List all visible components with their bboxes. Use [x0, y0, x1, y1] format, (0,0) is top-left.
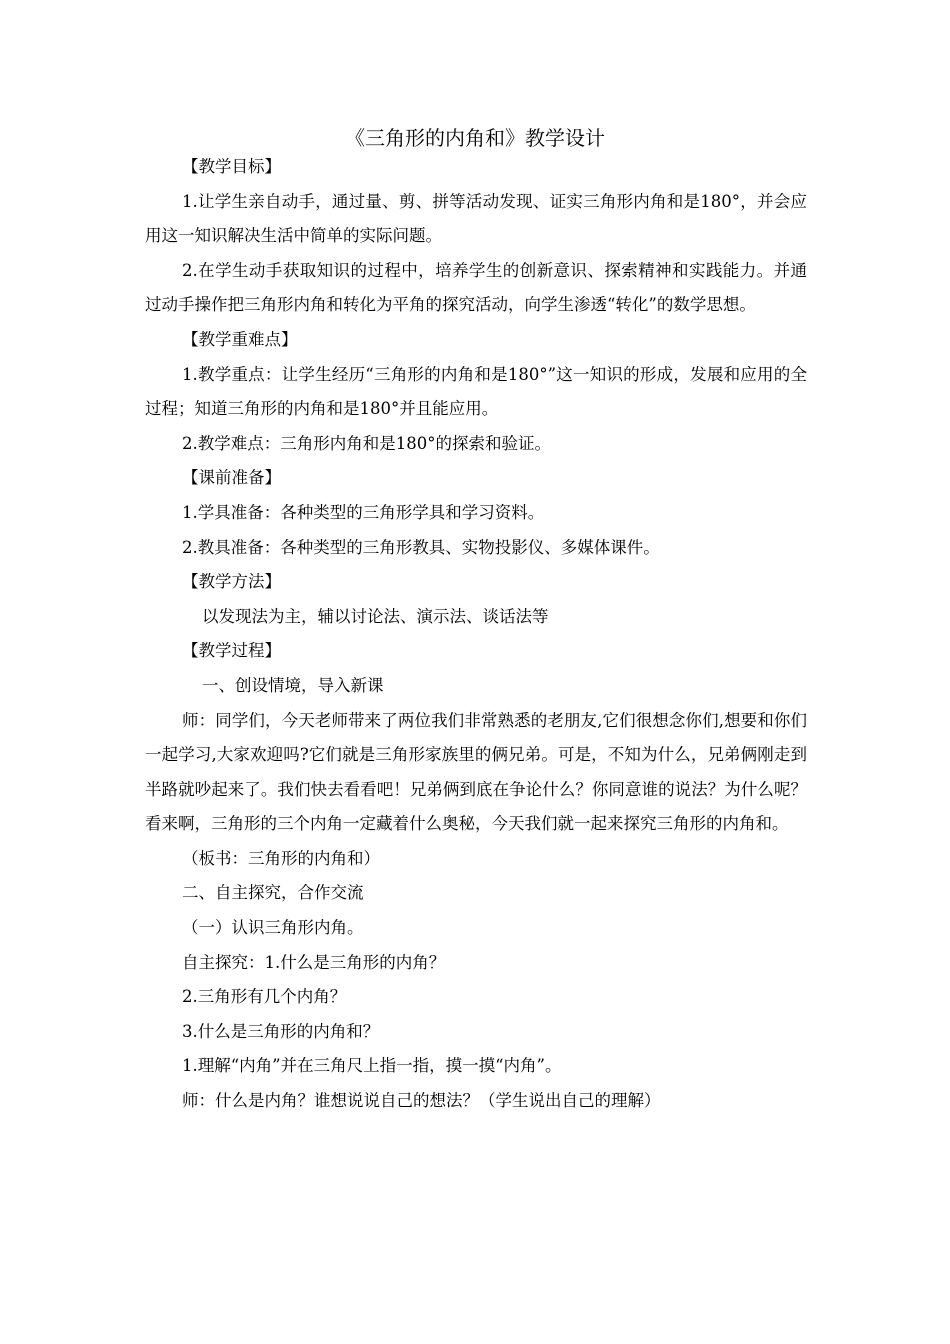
preparation-item-1: 1.学具准备：各种类型的三角形学具和学习资料。 — [182, 502, 545, 522]
sub-part-1-heading: （一）认识三角形内角。 — [182, 918, 364, 938]
board-note: （板书：三角形的内角和） — [182, 848, 380, 868]
preparation-heading: 【课前准备】 — [182, 468, 281, 488]
process-part-2-heading: 二、自主探究，合作交流 — [182, 883, 364, 903]
key-points-heading: 【教学重难点】 — [182, 329, 298, 349]
objective-item-1: 1.让学生亲自动手，通过量、剪、拼等活动发现、证实三角形内角和是180°，并会应用这一知识解决生活中简单的实际问题。 — [145, 191, 807, 246]
process-part-1-heading: 一、创设情境，导入新课 — [202, 675, 384, 695]
document-title: 《三角形的内角和》教学设计 — [345, 126, 605, 150]
methods-text: 以发现法为主，辅以讨论法、演示法、谈话法等 — [202, 606, 549, 626]
key-point-item-2: 2.教学难点：三角形内角和是180°的探索和验证。 — [182, 433, 551, 453]
process-heading: 【教学过程】 — [182, 641, 281, 661]
methods-heading: 【教学方法】 — [182, 572, 281, 592]
key-point-item-1: 1.教学重点：让学生经历“三角形的内角和是180°”这一知识的形成，发展和应用的全过程；知道三角形的内角和是180°并且能应用。 — [145, 364, 807, 419]
inquiry-question-1: 自主探究：1.什么是三角形的内角？ — [182, 952, 446, 972]
teacher-question: 师：什么是内角？谁想说说自己的想法？（学生说出自己的理解） — [182, 1091, 661, 1111]
preparation-item-2: 2.教具准备：各种类型的三角形教具、实物投影仪、多媒体课件。 — [182, 537, 660, 557]
understand-inner-angle: 1.理解“内角”并在三角尺上指一指，摸一摸“内角”。 — [182, 1056, 562, 1076]
objective-item-2: 2.在学生动手获取知识的过程中，培养学生的创新意识、探索精神和实践能力。并通过动手操作把三角形内角和转化为平角的探究活动，向学生渗透“转化”的数学思想。 — [145, 260, 807, 315]
document-body — [145, 150, 807, 1119]
teacher-intro-paragraph: 师：同学们，今天老师带来了两位我们非常熟悉的老朋友,它们很想念你们,想要和你们一起学习,大家欢迎吗?它们就是三角形家族里的俩兄弟。可是，不知为什么，兄弟俩刚走到半路就吵起来了。我们快去看看吧！兄弟俩到底在争论什么？你同意谁的说法？为什么呢？看来啊，三角形的三个内角一定藏着什么奥秘，今天我们就一起来探究三角形的内角和。 — [145, 710, 807, 834]
objectives-heading: 【教学目标】 — [182, 157, 281, 176]
inquiry-question-2: 2.三角形有几个内角？ — [182, 987, 347, 1007]
inquiry-question-3: 3.什么是三角形的内角和？ — [182, 1021, 380, 1041]
